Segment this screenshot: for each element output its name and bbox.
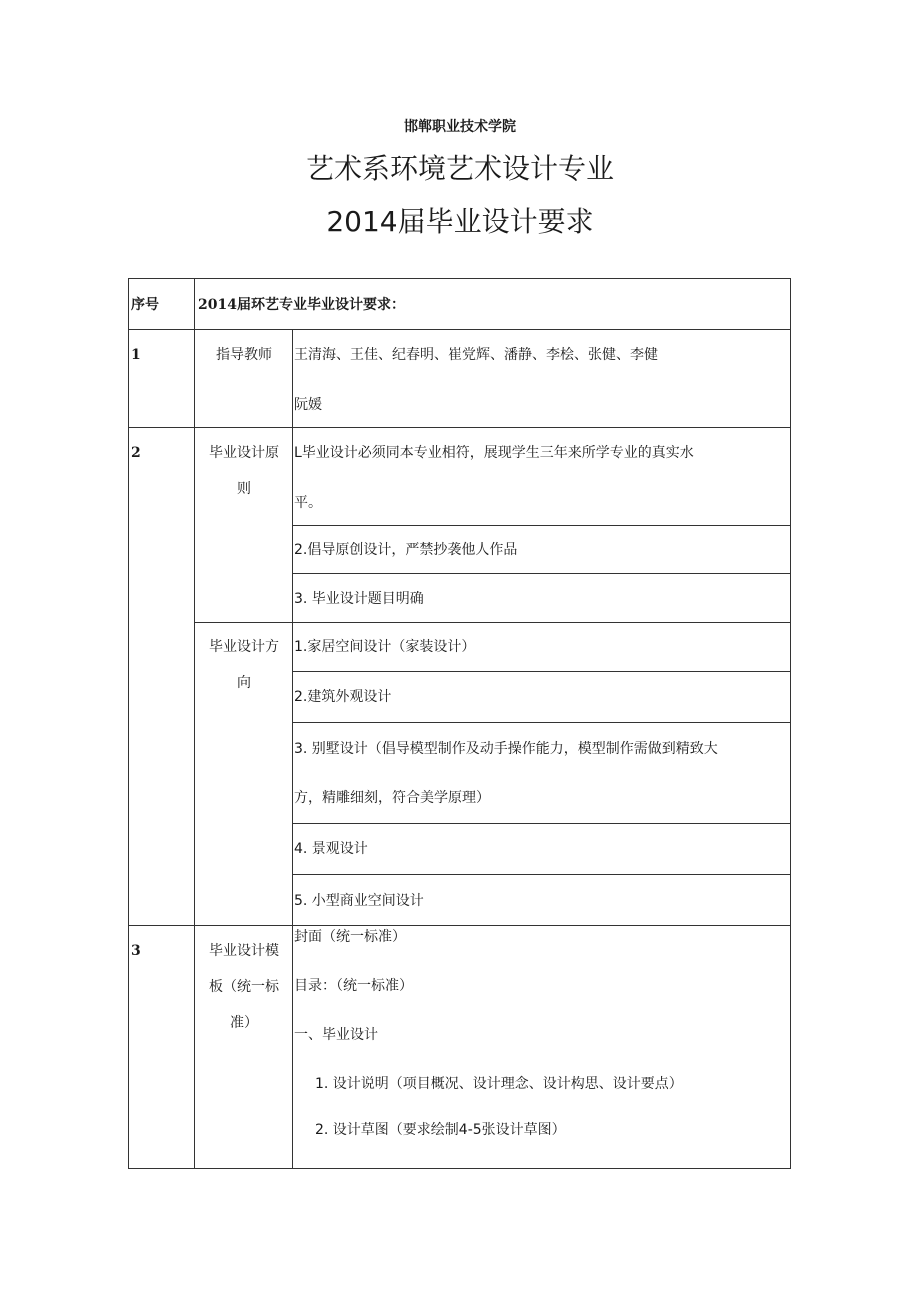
template-label-line3: 准） [230, 1015, 258, 1031]
direction-4: 4. 景观设计 [294, 841, 368, 857]
row2-number: 2 [131, 445, 141, 461]
header-col-requirements: 2014届环艺专业毕业设计要求： [198, 297, 405, 313]
direction-label-line1: 毕业设计方 [209, 639, 279, 655]
principle-label-line1: 毕业设计原 [209, 445, 279, 461]
principle-1-line2: 平。 [294, 495, 322, 511]
template-design-description: 1. 设计说明（项目概况、设计理念、设计构思、设计要点） [315, 1076, 683, 1092]
document-title-line2: 2014届毕业设计要求 [326, 205, 594, 238]
row1-label: 指导教师 [216, 347, 272, 363]
principle-2: 2.倡导原创设计，严禁抄袭他人作品 [294, 542, 518, 558]
direction-2: 2.建筑外观设计 [294, 689, 392, 705]
row1-teachers-line2: 阮媛 [294, 397, 322, 413]
direction-3-line1: 3. 别墅设计（倡导模型制作及动手操作能力，模型制作需做到精致大 [294, 741, 718, 757]
principle-3: 3. 毕业设计题目明确 [294, 591, 424, 607]
direction-1: 1.家居空间设计（家装设计） [294, 639, 476, 655]
header-col-number: 序号 [131, 297, 159, 313]
template-section-1: 一、毕业设计 [294, 1027, 378, 1043]
principle-1-line1: L毕业设计必须同本专业相符，展现学生三年来所学专业的真实水 [294, 445, 694, 461]
template-design-sketches: 2. 设计草图（要求绘制4-5张设计草图） [315, 1122, 566, 1138]
school-name: 邯郸职业技术学院 [404, 119, 516, 135]
template-cover: 封面（统一标准） [294, 929, 406, 945]
row3-number: 3 [131, 943, 141, 959]
template-label-line2: 板（统一标 [209, 979, 279, 995]
principle-label-line2: 则 [237, 481, 251, 497]
row1-teachers-line1: 王清海、王佳、纪春明、崔党辉、潘静、李桧、张健、李健 [294, 347, 658, 363]
direction-3-line2: 方，精雕细刻，符合美学原理） [294, 790, 490, 806]
direction-5: 5. 小型商业空间设计 [294, 893, 424, 909]
template-label-line1: 毕业设计模 [209, 943, 279, 959]
row1-number: 1 [131, 347, 141, 363]
template-toc: 目录：（统一标准） [294, 978, 413, 994]
document-title-line1: 艺术系环境艺术设计专业 [305, 152, 614, 185]
direction-label-line2: 向 [237, 675, 251, 691]
